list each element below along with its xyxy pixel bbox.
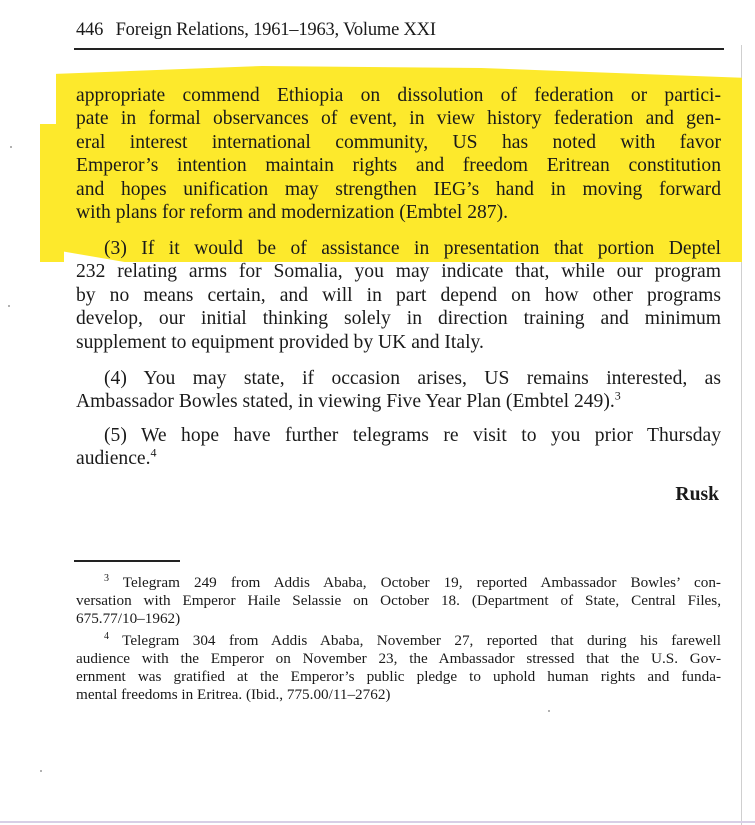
- text-run: Telegram 304 from Addis Ababa, November 27, reported that during his farewell: [122, 632, 721, 649]
- header-rule: [74, 48, 724, 50]
- paragraph-5: [76, 424, 721, 471]
- footnote-rule: [74, 560, 180, 562]
- text-line: eral interest international community, US has noted with favor: [76, 131, 721, 153]
- footnote-line: [76, 574, 721, 592]
- highlight-band: [40, 124, 64, 262]
- text-line: [76, 447, 721, 470]
- text-line: with plans for reform and modernization (Embtel 287).: [76, 202, 509, 224]
- text-run: audience.: [76, 448, 151, 470]
- footnote-marker: 4: [104, 630, 109, 642]
- text-run: Telegram 249 from Addis Ababa, October 19, reported Ambassador Bowles’ con-: [122, 574, 721, 591]
- page-bottom-edge: [0, 821, 755, 823]
- text-line: and hopes unification may strengthen IEG’s hand in moving forward: [76, 178, 721, 200]
- text-line: [76, 390, 721, 413]
- text-line: Emperor’s intention maintain rights and freedom Eritrean constitution: [76, 155, 721, 177]
- footnote-line: [76, 632, 721, 650]
- footnote-line: ernment was gratified at the Emperor’s public pledge to uphold human rights and funda-: [76, 668, 721, 685]
- footnote-3: [76, 574, 721, 628]
- footnote-ref-3: 3: [614, 388, 621, 403]
- paragraph-3: [76, 237, 721, 354]
- scan-speck: [10, 146, 12, 148]
- scan-speck: [548, 710, 550, 712]
- text-line: appropriate commend Ethiopia on dissolution of federation or partici-: [76, 85, 721, 106]
- paragraph-continuation: [76, 84, 721, 224]
- footnote-line: 675.77/10–1962): [76, 610, 181, 627]
- running-title: Foreign Relations, 1961–1963, Volume XXI: [115, 20, 436, 40]
- text-line: supplement to equipment provided by UK and Italy.: [76, 331, 484, 353]
- scan-speck: [8, 305, 10, 307]
- text-line: pate in formal observances of event, in view history federation and gen-: [76, 108, 721, 130]
- footnote-4: [76, 632, 721, 704]
- text-line: develop, our initial thinking solely in direction training and minimum: [76, 308, 721, 330]
- page-number: 446: [76, 20, 104, 40]
- scan-speck: [40, 770, 42, 772]
- text-line: (4) You may state, if occasion arises, US remains interested, as: [104, 368, 721, 389]
- running-header: [76, 20, 436, 41]
- footnote-ref-4: 4: [150, 445, 157, 460]
- footnote-line: mental freedoms in Eritrea. (Ibid., 775.00/11–2762): [76, 686, 391, 703]
- text-line: 232 relating arms for Somalia, you may indicate that, while our program: [76, 261, 721, 283]
- footnote-line: audience with the Emperor on November 23, the Ambassador stressed that the U.S. Gov-: [76, 650, 721, 667]
- paragraph-4: [76, 367, 721, 414]
- signature: Rusk: [675, 484, 719, 505]
- text-line: by no means certain, and will in part depend on how other programs: [76, 284, 721, 306]
- text-run: Ambassador Bowles stated, in viewing Five Year Plan (Embtel 249).: [76, 391, 615, 413]
- text-line: (3) If it would be of assistance in presentation that portion Deptel: [104, 238, 721, 259]
- footnote-marker: 3: [104, 572, 109, 584]
- text-line: (5) We hope have further telegrams re visit to you prior Thursday: [104, 425, 721, 446]
- footnote-line: versation with Emperor Haile Selassie on October 18. (Department of State, Central Files,: [76, 592, 721, 609]
